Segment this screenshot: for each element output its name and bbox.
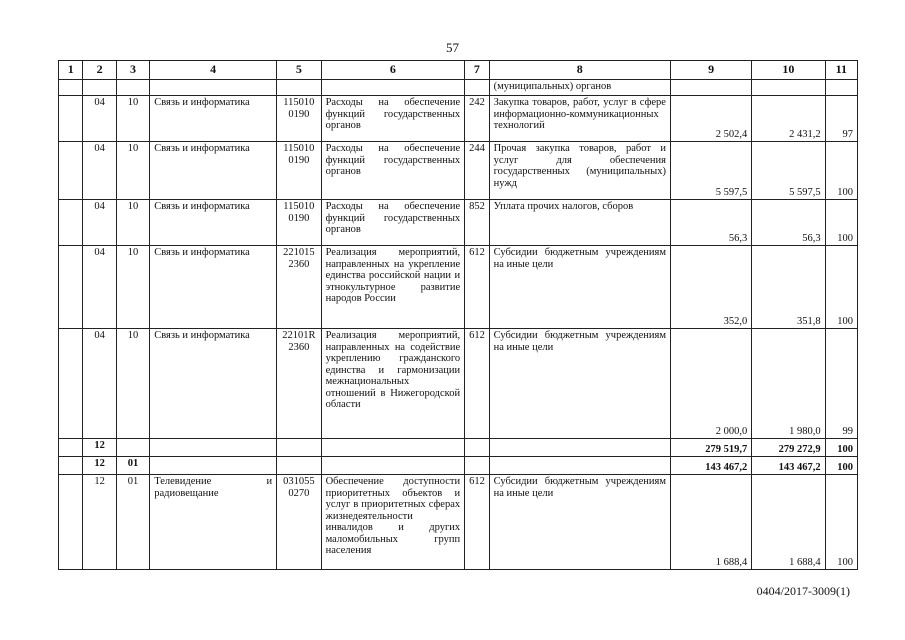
- subsection-code: 10: [116, 246, 149, 329]
- executed-amount: 1 688,4: [752, 475, 825, 570]
- table-row: [59, 200, 858, 246]
- section-code: 12: [83, 475, 116, 570]
- execution-percent: 97: [825, 96, 857, 142]
- planned-amount: 1 688,4: [670, 475, 751, 570]
- executed-amount: 351,8: [752, 246, 825, 329]
- column-header: 4: [150, 61, 277, 80]
- continuation-row: [59, 80, 858, 96]
- section-code: 04: [83, 246, 116, 329]
- target-article-code: 221015 2360: [277, 246, 322, 329]
- subsection-name: Связь и информатика: [150, 200, 277, 246]
- subsection-name: Связь и информатика: [150, 246, 277, 329]
- table-row: [59, 329, 858, 439]
- column-header: 3: [116, 61, 149, 80]
- planned-amount: 2 502,4: [670, 96, 751, 142]
- subsection-total-row: [59, 457, 858, 475]
- section-code: 12: [83, 439, 116, 457]
- execution-percent: 100: [825, 246, 857, 329]
- execution-percent: 100: [825, 200, 857, 246]
- subsection-code: 10: [116, 200, 149, 246]
- target-article-code: 115010 0190: [277, 142, 322, 200]
- expense-type-code: 242: [465, 96, 489, 142]
- target-article-name: Обеспечение доступности приоритетных объектов и услуг в приоритетных сферах жизнедеятельности инвалидов и других маломобильных групп населения: [321, 475, 465, 570]
- section-code: 04: [83, 329, 116, 439]
- expense-type-code: 244: [465, 142, 489, 200]
- table-row: [59, 142, 858, 200]
- column-header: 5: [277, 61, 322, 80]
- section-code: 04: [83, 200, 116, 246]
- target-article-name: Расходы на обеспечение функций государственных органов: [321, 96, 465, 142]
- subsection-code: 10: [116, 142, 149, 200]
- target-article-code: 22101R 2360: [277, 329, 322, 439]
- target-article-code: 115010 0190: [277, 96, 322, 142]
- subsection-name: Связь и информатика: [150, 96, 277, 142]
- execution-percent: 100: [825, 439, 857, 457]
- executed-amount: 56,3: [752, 200, 825, 246]
- subsection-code: 01: [116, 457, 149, 475]
- execution-percent: 100: [825, 457, 857, 475]
- executed-amount: 143 467,2: [752, 457, 825, 475]
- execution-percent: 100: [825, 142, 857, 200]
- section-code: 12: [83, 457, 116, 475]
- expense-type-code: 612: [465, 246, 489, 329]
- planned-amount: 2 000,0: [670, 329, 751, 439]
- target-article-name: Расходы на обеспечение функций государственных органов: [321, 200, 465, 246]
- table-row: [59, 475, 858, 570]
- table-row: [59, 96, 858, 142]
- planned-amount: 279 519,7: [670, 439, 751, 457]
- executed-amount: 2 431,2: [752, 96, 825, 142]
- column-header: 11: [825, 61, 857, 80]
- subsection-code: 10: [116, 96, 149, 142]
- target-article-name: Реализация мероприятий, направленных на содействие укреплению гражданского единства и гармонизации межнациональных отношений в Нижегородской области: [321, 329, 465, 439]
- column-header: 7: [465, 61, 489, 80]
- expense-type-cell: (муниципальных) органов: [489, 80, 670, 96]
- table-row: [59, 246, 858, 329]
- document-code: 0404/2017-3009(1): [756, 584, 850, 598]
- column-header: 8: [489, 61, 670, 80]
- expense-type-name: Субсидии бюджетным учреждениям на иные цели: [489, 475, 670, 570]
- expense-type-code: 612: [465, 329, 489, 439]
- budget-table: [58, 60, 858, 570]
- column-header: 2: [83, 61, 116, 80]
- planned-amount: 143 467,2: [670, 457, 751, 475]
- subsection-code: 10: [116, 329, 149, 439]
- section-code: 04: [83, 96, 116, 142]
- expense-type-name: Субсидии бюджетным учреждениям на иные цели: [489, 329, 670, 439]
- expense-type-code: 612: [465, 475, 489, 570]
- executed-amount: 5 597,5: [752, 142, 825, 200]
- target-article-code: 115010 0190: [277, 200, 322, 246]
- expense-type-name: Субсидии бюджетным учреждениям на иные цели: [489, 246, 670, 329]
- target-article-name: Реализация мероприятий, направленных на укрепление единства российской нации и этнокультурное развитие народов России: [321, 246, 465, 329]
- section-total-row: [59, 439, 858, 457]
- column-header-row: [59, 61, 858, 80]
- target-article-name: Расходы на обеспечение функций государственных органов: [321, 142, 465, 200]
- executed-amount: 279 272,9: [752, 439, 825, 457]
- column-header: 10: [752, 61, 825, 80]
- planned-amount: 352,0: [670, 246, 751, 329]
- subsection-name: Связь и информатика: [150, 329, 277, 439]
- target-article-code: 031055 0270: [277, 475, 322, 570]
- section-code: 04: [83, 142, 116, 200]
- column-header: 9: [670, 61, 751, 80]
- expense-type-code: 852: [465, 200, 489, 246]
- execution-percent: 100: [825, 475, 857, 570]
- expense-type-name: Прочая закупка товаров, работ и услуг для обеспечения государственных (муниципальных) нужд: [489, 142, 670, 200]
- planned-amount: 56,3: [670, 200, 751, 246]
- expense-type-name: Закупка товаров, работ, услуг в сфере информационно-коммуникационных технологий: [489, 96, 670, 142]
- subsection-name: Связь и информатика: [150, 142, 277, 200]
- executed-amount: 1 980,0: [752, 329, 825, 439]
- column-header: 1: [59, 61, 83, 80]
- subsection-code: 01: [116, 475, 149, 570]
- subsection-name: Телевидение и радиовещание: [150, 475, 277, 570]
- expense-type-name: Уплата прочих налогов, сборов: [489, 200, 670, 246]
- planned-amount: 5 597,5: [670, 142, 751, 200]
- column-header: 6: [321, 61, 465, 80]
- execution-percent: 99: [825, 329, 857, 439]
- page-number: 57: [446, 40, 459, 55]
